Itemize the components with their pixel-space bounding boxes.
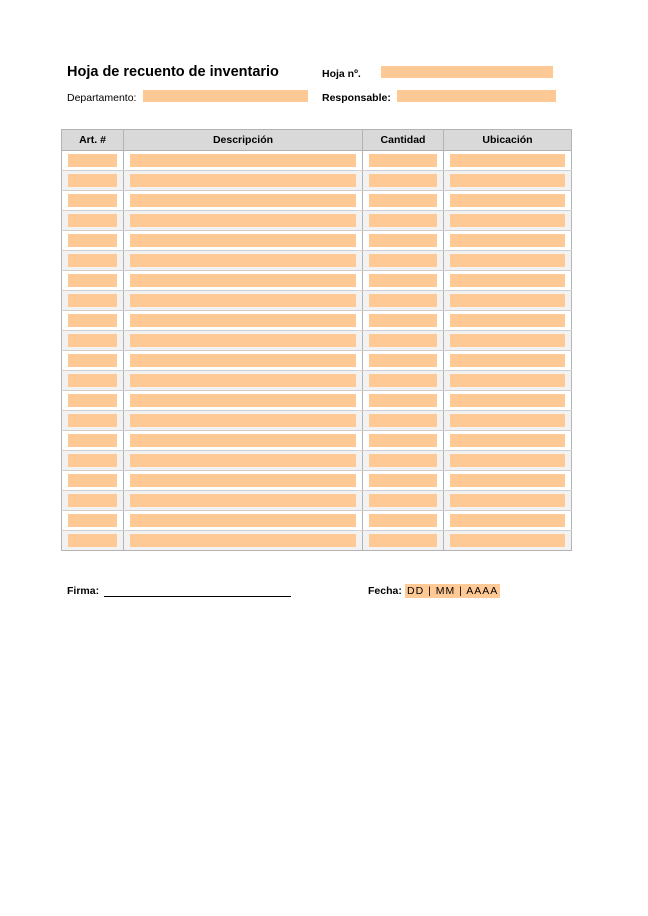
description-input[interactable] (130, 174, 356, 187)
item-number-input[interactable] (68, 354, 117, 367)
item-number-input[interactable] (68, 214, 117, 227)
quantity-cell (363, 391, 444, 411)
item-number-cell (62, 211, 124, 231)
item-number-input[interactable] (68, 414, 117, 427)
item-number-input[interactable] (68, 154, 117, 167)
location-cell (444, 431, 572, 451)
table-row (62, 171, 572, 191)
quantity-input[interactable] (369, 534, 437, 547)
quantity-cell (363, 471, 444, 491)
table-row (62, 211, 572, 231)
location-cell (444, 151, 572, 171)
location-cell (444, 231, 572, 251)
quantity-cell (363, 151, 444, 171)
quantity-cell (363, 191, 444, 211)
description-cell (124, 191, 363, 211)
description-input[interactable] (130, 334, 356, 347)
location-input[interactable] (450, 394, 565, 407)
description-input[interactable] (130, 154, 356, 167)
item-number-cell (62, 251, 124, 271)
signature-line[interactable] (104, 596, 291, 597)
quantity-input[interactable] (369, 474, 437, 487)
description-cell (124, 471, 363, 491)
quantity-input[interactable] (369, 494, 437, 507)
description-cell (124, 171, 363, 191)
description-input[interactable] (130, 194, 356, 207)
description-cell (124, 431, 363, 451)
location-cell (444, 451, 572, 471)
quantity-input[interactable] (369, 394, 437, 407)
date-field[interactable]: DD | MM | AAAA (407, 585, 499, 597)
location-input[interactable] (450, 154, 565, 167)
item-number-cell (62, 371, 124, 391)
location-input[interactable] (450, 294, 565, 307)
table-row (62, 271, 572, 291)
table-row (62, 451, 572, 471)
item-number-input[interactable] (68, 474, 117, 487)
table-row (62, 311, 572, 331)
quantity-cell (363, 371, 444, 391)
location-input[interactable] (450, 454, 565, 467)
quantity-cell (363, 271, 444, 291)
item-number-cell (62, 151, 124, 171)
description-cell (124, 411, 363, 431)
location-cell (444, 331, 572, 351)
description-cell (124, 391, 363, 411)
description-input[interactable] (130, 474, 356, 487)
item-number-input[interactable] (68, 534, 117, 547)
description-cell (124, 511, 363, 531)
item-number-cell (62, 331, 124, 351)
quantity-input[interactable] (369, 374, 437, 387)
table-row (62, 531, 572, 551)
description-input[interactable] (130, 414, 356, 427)
quantity-input[interactable] (369, 254, 437, 267)
table-row (62, 351, 572, 371)
item-number-input[interactable] (68, 314, 117, 327)
location-input[interactable] (450, 494, 565, 507)
location-cell (444, 291, 572, 311)
quantity-input[interactable] (369, 174, 437, 187)
location-input[interactable] (450, 174, 565, 187)
table-row (62, 191, 572, 211)
quantity-cell (363, 211, 444, 231)
description-input[interactable] (130, 394, 356, 407)
location-input[interactable] (450, 414, 565, 427)
quantity-cell (363, 291, 444, 311)
table-row (62, 291, 572, 311)
item-number-input[interactable] (68, 294, 117, 307)
item-number-cell (62, 531, 124, 551)
description-input[interactable] (130, 274, 356, 287)
quantity-cell (363, 491, 444, 511)
quantity-cell (363, 411, 444, 431)
description-cell (124, 531, 363, 551)
quantity-cell (363, 431, 444, 451)
location-input[interactable] (450, 254, 565, 267)
description-cell (124, 371, 363, 391)
quantity-input[interactable] (369, 194, 437, 207)
location-cell (444, 471, 572, 491)
department-label: Departamento: (67, 92, 137, 104)
quantity-input[interactable] (369, 154, 437, 167)
table-row (62, 331, 572, 351)
location-input[interactable] (450, 194, 565, 207)
quantity-input[interactable] (369, 354, 437, 367)
table-row (62, 411, 572, 431)
item-number-cell (62, 291, 124, 311)
table-row (62, 371, 572, 391)
quantity-input[interactable] (369, 514, 437, 527)
quantity-input[interactable] (369, 414, 437, 427)
quantity-cell (363, 331, 444, 351)
item-number-cell (62, 491, 124, 511)
location-cell (444, 391, 572, 411)
item-number-input[interactable] (68, 434, 117, 447)
quantity-input[interactable] (369, 434, 437, 447)
item-number-cell (62, 231, 124, 251)
location-cell (444, 211, 572, 231)
item-number-cell (62, 431, 124, 451)
description-cell (124, 491, 363, 511)
responsible-label: Responsable: (322, 92, 391, 104)
quantity-cell (363, 251, 444, 271)
inventory-table (61, 129, 572, 551)
item-number-cell (62, 471, 124, 491)
quantity-cell (363, 171, 444, 191)
quantity-input[interactable] (369, 234, 437, 247)
description-input[interactable] (130, 234, 356, 247)
item-number-cell (62, 171, 124, 191)
description-cell (124, 311, 363, 331)
quantity-input[interactable] (369, 454, 437, 467)
item-number-input[interactable] (68, 394, 117, 407)
quantity-cell (363, 351, 444, 371)
quantity-input[interactable] (369, 314, 437, 327)
column-header-location: Ubicación (444, 130, 572, 151)
location-cell (444, 251, 572, 271)
location-input[interactable] (450, 354, 565, 367)
quantity-input[interactable] (369, 334, 437, 347)
table-header-row (62, 130, 572, 151)
item-number-input[interactable] (68, 514, 117, 527)
table-row (62, 231, 572, 251)
department-field[interactable] (143, 90, 308, 102)
location-cell (444, 351, 572, 371)
quantity-cell (363, 511, 444, 531)
description-cell (124, 251, 363, 271)
description-cell (124, 331, 363, 351)
item-number-input[interactable] (68, 174, 117, 187)
date-label: Fecha: (368, 585, 402, 597)
quantity-cell (363, 531, 444, 551)
quantity-input[interactable] (369, 294, 437, 307)
description-cell (124, 451, 363, 471)
table-row (62, 431, 572, 451)
location-cell (444, 371, 572, 391)
item-number-input[interactable] (68, 274, 117, 287)
description-input[interactable] (130, 314, 356, 327)
location-cell (444, 491, 572, 511)
description-input[interactable] (130, 254, 356, 267)
table-row (62, 251, 572, 271)
table-row (62, 491, 572, 511)
responsible-field[interactable] (397, 90, 556, 102)
column-header-quantity: Cantidad (363, 130, 444, 151)
location-input[interactable] (450, 474, 565, 487)
description-input[interactable] (130, 294, 356, 307)
location-input[interactable] (450, 434, 565, 447)
item-number-input[interactable] (68, 234, 117, 247)
column-header-description: Descripción (124, 130, 363, 151)
quantity-cell (363, 311, 444, 331)
quantity-cell (363, 231, 444, 251)
column-header-item-number: Art. # (62, 130, 124, 151)
description-cell (124, 351, 363, 371)
description-input[interactable] (130, 494, 356, 507)
item-number-cell (62, 311, 124, 331)
sheet-number-field[interactable] (381, 66, 553, 78)
item-number-input[interactable] (68, 374, 117, 387)
description-input[interactable] (130, 534, 356, 547)
table-row (62, 391, 572, 411)
description-input[interactable] (130, 514, 356, 527)
description-input[interactable] (130, 374, 356, 387)
item-number-input[interactable] (68, 334, 117, 347)
location-cell (444, 171, 572, 191)
description-cell (124, 211, 363, 231)
item-number-input[interactable] (68, 254, 117, 267)
description-cell (124, 231, 363, 251)
description-cell (124, 291, 363, 311)
location-cell (444, 531, 572, 551)
item-number-cell (62, 351, 124, 371)
table-row (62, 151, 572, 171)
location-input[interactable] (450, 514, 565, 527)
location-input[interactable] (450, 534, 565, 547)
table-row (62, 511, 572, 531)
location-cell (444, 511, 572, 531)
location-input[interactable] (450, 234, 565, 247)
table-row (62, 471, 572, 491)
page-title: Hoja de recuento de inventario (67, 64, 279, 80)
item-number-input[interactable] (68, 194, 117, 207)
quantity-input[interactable] (369, 214, 437, 227)
location-input[interactable] (450, 374, 565, 387)
location-cell (444, 271, 572, 291)
location-input[interactable] (450, 334, 565, 347)
item-number-cell (62, 391, 124, 411)
location-input[interactable] (450, 214, 565, 227)
description-input[interactable] (130, 434, 356, 447)
quantity-cell (363, 451, 444, 471)
item-number-cell (62, 191, 124, 211)
item-number-input[interactable] (68, 494, 117, 507)
item-number-cell (62, 271, 124, 291)
description-input[interactable] (130, 214, 356, 227)
item-number-cell (62, 511, 124, 531)
quantity-input[interactable] (369, 274, 437, 287)
item-number-input[interactable] (68, 454, 117, 467)
location-cell (444, 311, 572, 331)
description-input[interactable] (130, 454, 356, 467)
location-cell (444, 191, 572, 211)
description-input[interactable] (130, 354, 356, 367)
location-input[interactable] (450, 314, 565, 327)
location-cell (444, 411, 572, 431)
sheet-number-label: Hoja nº. (322, 68, 361, 80)
signature-label: Firma: (67, 585, 100, 597)
description-cell (124, 151, 363, 171)
item-number-cell (62, 411, 124, 431)
item-number-cell (62, 451, 124, 471)
location-input[interactable] (450, 274, 565, 287)
description-cell (124, 271, 363, 291)
